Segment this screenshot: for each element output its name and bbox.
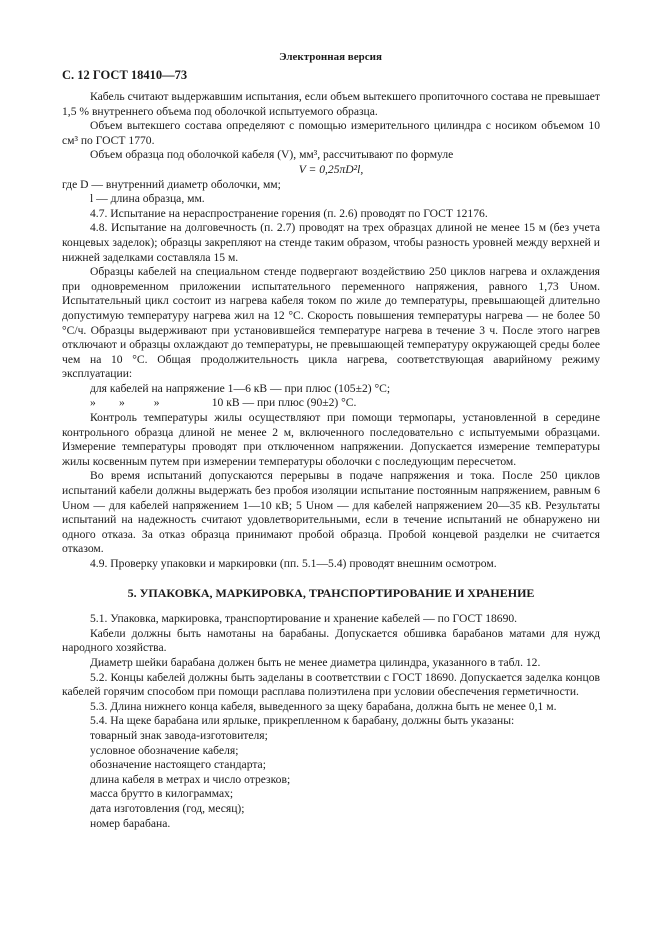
list-item: масса брутто в килограммах; [90, 787, 234, 801]
paragraph: Объем образца под оболочкой кабеля (V), мм³, рассчитывают по формуле [90, 148, 454, 162]
clause-4-8: 4.8. Испытание на долговечность (п. 2.7) проводят на трех образцах длиной не менее 15 м (без учета концевых заделок); образцы закрепляют на стенде таким образом, чтобы разность уровней между верхней и нижней заделками составляла 15 м. [62, 221, 600, 264]
clause-5-2: 5.2. Концы кабелей должны быть заделаны в соответствии с ГОСТ 18690. Допускается заделка концов кабелей горячим способом при помощи расплава полиэтилена при условии обеспечения герметичности. [62, 670, 600, 699]
list-item: обозначение настоящего стандарта; [90, 758, 266, 772]
list-item: товарный знак завода-изготовителя; [90, 728, 268, 742]
formula: V = 0,25πD²l, [298, 162, 364, 176]
temperature-line: » » » 10 кВ — при плюс (90±2) °С. [90, 396, 357, 410]
clause-4-7: 4.7. Испытание на нераспространение горения (п. 2.6) проводят по ГОСТ 12176. [90, 206, 488, 220]
clause-5-4: 5.4. На щеке барабана или ярлыке, прикрепленном к барабану, должны быть указаны: [90, 714, 515, 728]
clause-5-3: 5.3. Длина нижнего конца кабеля, выведенного за щеку барабана, должна быть не менее 0,1 м. [90, 699, 557, 713]
list-item: дата изготовления (год, месяц); [90, 801, 245, 815]
page-reference: С. 12 ГОСТ 18410—73 [62, 68, 188, 82]
formula-legend-l: l — длина образца, мм. [90, 192, 205, 206]
document-body [62, 90, 600, 831]
paragraph: Объем вытекшего состава определяют с помощью измерительного цилиндра с носиком объемом 10 см³ по ГОСТ 1770. [62, 119, 600, 147]
paragraph: Кабели должны быть намотаны на барабаны. Допускается обшивка барабанов матами для нужд народного хозяйства. [62, 626, 600, 655]
list-item: длина кабеля в метрах и число отрезков; [90, 772, 291, 786]
formula-legend-d: где D — внутренний диаметр оболочки, мм; [62, 177, 281, 191]
temperature-line: для кабелей на напряжение 1—6 кВ — при плюс (105±2) °С; [90, 381, 391, 395]
section-heading: 5. УПАКОВКА, МАРКИРОВКА, ТРАНСПОРТИРОВАНИЕ И ХРАНЕНИЕ [127, 585, 535, 600]
clause-4-9: 4.9. Проверку упаковки и маркировки (пп. 5.1—5.4) проводят внешним осмотром. [90, 557, 497, 570]
paragraph: Образцы кабелей на специальном стенде подвергают воздействию 250 циклов нагрева и охлаждения при одновременном приложении испытательного переменного напряжения, равного 1,73 Uном. Испытательный цикл состоит из нагрева кабеля током по жиле до температуры, превышающей длительно допустимую температуру нагрева жил на 12 °С. Скорость повышения температуры нагрева — не более 50 °С/ч. Образцы выдерживают при установившейся температуре нагрева в течение 3 ч. После этого нагрев отключают и образцы охлаждают до температуры, не превышающей температуру окружающей среды более чем на 10 °С. Общая продолжительность цикла нагрева, соответствующая аварийному режиму эксплуатации: [62, 265, 600, 381]
list-item: условное обозначение кабеля; [90, 743, 239, 757]
paragraph: Во время испытаний допускаются перерывы в подаче напряжения и тока. После 250 циклов испытаний кабели должны выдержать без пробоя изоляции испытание постоянным напряжением, равным 6 Uном — для кабелей напряжением 1—10 кВ; 5 Uном — для кабелей напряжением 20—35 кВ. Результаты испытаний на надежность считают удовлетворительными, если в течение испытаний не обнаружено ни одного отказа. За отказ образца принимают пробой образца. Пробой концевой разделки не считается отказом. [62, 469, 600, 556]
list-item: номер барабана. [90, 816, 171, 830]
paragraph: Контроль температуры жилы осуществляют при помощи термопары, установленной в середине контрольного образца длиной не менее 2 м, включенного последовательно с испытуемыми образцами. Измерение температуры проводят при отключенном напряжении. Допускается измерение температуры жилы косвенным путем при измерении температуры оболочки с последующим пересчетом. [62, 411, 600, 468]
edition-label: Электронная версия [279, 51, 382, 63]
paragraph: Кабель считают выдержавшим испытания, если объем вытекшего пропиточного состава не превышает 1,5 % внутреннего объема под оболочкой испытуемого образца. [62, 90, 600, 118]
clause-5-1: 5.1. Упаковка, маркировка, транспортирование и хранение кабелей — по ГОСТ 18690. [90, 612, 518, 626]
paragraph: Диаметр шейки барабана должен быть не менее диаметра цилиндра, указанного в табл. 12. [90, 655, 541, 669]
